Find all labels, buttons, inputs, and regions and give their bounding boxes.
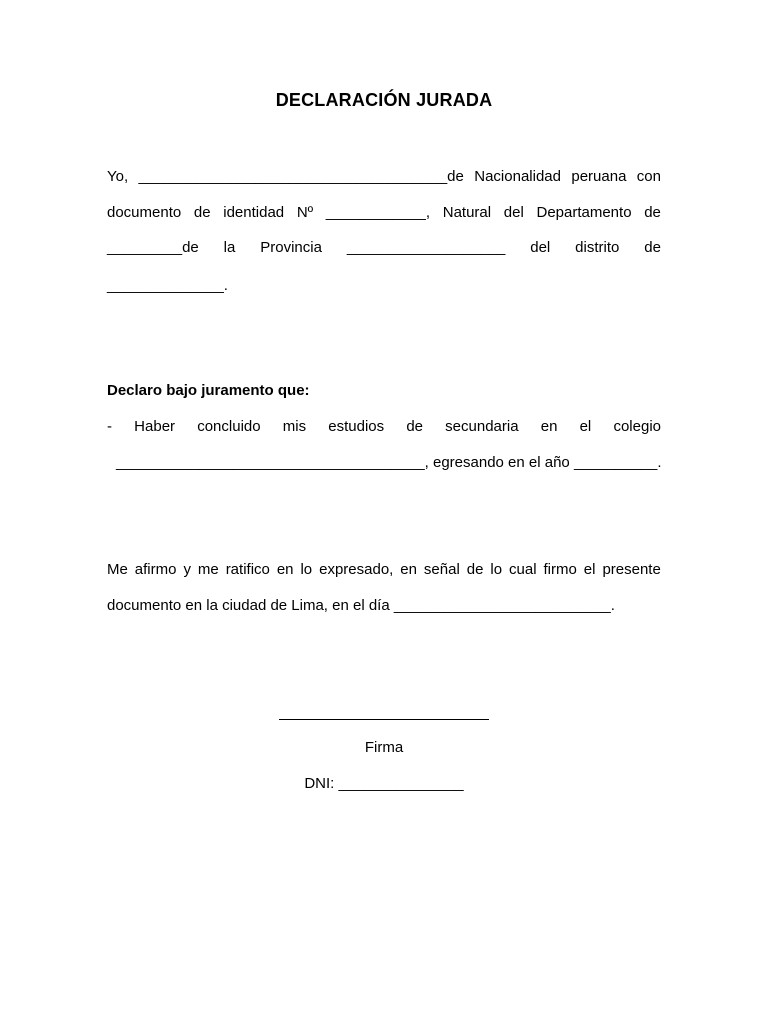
- para1-line3: [107, 239, 661, 257]
- para1-line4: ______________.: [107, 277, 228, 294]
- word: lo: [300, 561, 313, 578]
- word: afirmo: [134, 561, 177, 578]
- word: señal: [423, 561, 460, 578]
- word: Me: [107, 561, 128, 578]
- word: y: [183, 561, 191, 578]
- word: Nacionalidad: [474, 168, 561, 185]
- item1-line2: _____________________________________, egresando en el año __________.: [116, 454, 662, 471]
- signature-line: [279, 719, 489, 720]
- signature-label: Firma: [364, 739, 404, 756]
- word: Provincia: [260, 239, 322, 256]
- closing-line1: [107, 561, 661, 579]
- item1-line1: [107, 418, 661, 436]
- word: presente: [602, 561, 661, 578]
- closing-line2: documento en la ciudad de Lima, en el día __________________________.: [107, 597, 615, 614]
- word: lo: [490, 561, 503, 578]
- word: Departamento: [536, 204, 632, 221]
- word: Natural: [442, 204, 492, 221]
- word: colegio: [613, 418, 661, 435]
- word: documento: [107, 204, 182, 221]
- word: el: [583, 561, 596, 578]
- word: de: [644, 204, 661, 221]
- word: de: [644, 239, 661, 256]
- word: Haber: [134, 418, 176, 435]
- word: la: [223, 239, 236, 256]
- word: cual: [509, 561, 537, 578]
- word: en: [400, 561, 417, 578]
- word: secundaria: [445, 418, 519, 435]
- word: mis: [282, 418, 307, 435]
- document-title: DECLARACIÓN JURADA: [275, 90, 493, 110]
- word: ratifico: [225, 561, 270, 578]
- declaration-heading: Declaro bajo juramento que:: [107, 382, 310, 399]
- word: me: [197, 561, 219, 578]
- word: peruana: [571, 168, 627, 185]
- word: identidad: [223, 204, 285, 221]
- word: distrito: [575, 239, 620, 256]
- word: de: [466, 561, 484, 578]
- word: ____________,: [325, 204, 431, 221]
- word: del: [503, 204, 524, 221]
- word: con: [636, 168, 661, 185]
- word: de: [193, 204, 211, 221]
- dni-field: DNI: _______________: [304, 775, 464, 792]
- word: -: [107, 418, 112, 435]
- word: estudios: [328, 418, 385, 435]
- word: el: [579, 418, 592, 435]
- para1-line1: [107, 168, 661, 186]
- word: Yo,: [107, 168, 129, 185]
- word: expresado,: [319, 561, 394, 578]
- word: de: [406, 418, 423, 435]
- word: ___________________: [346, 239, 506, 256]
- para1-line2: [107, 204, 661, 222]
- word: firmo: [543, 561, 577, 578]
- word: en: [276, 561, 294, 578]
- word: del: [530, 239, 551, 256]
- word: concluido: [197, 418, 261, 435]
- word: en: [540, 418, 558, 435]
- word: Nº: [296, 204, 314, 221]
- word: _____________________________________de: [138, 168, 464, 185]
- word: _________de: [107, 239, 199, 256]
